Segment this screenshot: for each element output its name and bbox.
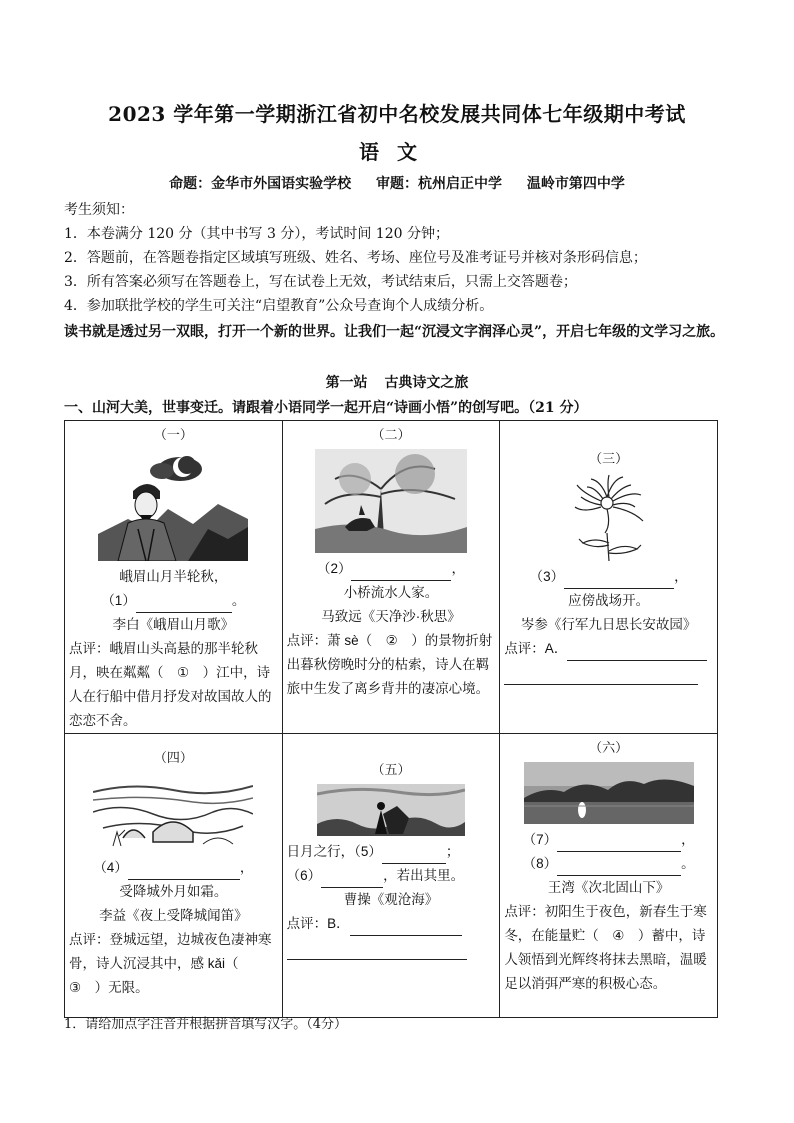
punctuation: ，	[239, 860, 254, 875]
poem-blank-line-2	[504, 852, 713, 876]
answer-blank[interactable]	[557, 859, 681, 876]
poem-cell-5	[282, 734, 500, 1018]
blank-label: 日月之行，（5）	[286, 844, 382, 859]
cell-number: （三）	[589, 451, 629, 466]
poem-source: 李白《峨眉山月歌》	[112, 617, 235, 632]
poem-comment-line-2	[287, 936, 496, 960]
station-heading	[0, 372, 794, 392]
answer-blank[interactable]	[504, 668, 698, 685]
blank-label: （1）	[101, 593, 136, 608]
poem-line: 受降城外月如霜。	[119, 884, 228, 899]
poem-blank-line	[69, 589, 278, 613]
station-name: 古典诗文之旅	[384, 375, 469, 391]
cell-number: （二）	[371, 427, 411, 442]
poem-grid	[64, 420, 718, 1018]
poem-comment: 点评：登城远望，边城夜色凄神寒骨，诗人沉浸其中，感 kǎi（ ③ ）无限。	[69, 932, 272, 995]
intro-text: 读书就是透过另一双眼，打开一个新的世界。让我们一起“沉浸文字润泽心灵”，开启七年级的文学习之旅。	[64, 324, 725, 340]
river-mountain-illustration	[524, 762, 694, 824]
blank-label: （3）	[529, 569, 565, 584]
poem-comment-line-2	[504, 661, 713, 685]
poem-line: 峨眉山月半轮秋，	[119, 569, 228, 584]
poem-blank-line	[69, 856, 278, 880]
cell-number: （一）	[153, 427, 193, 442]
author-reviewer-1: 审题：杭州启正中学	[376, 176, 502, 192]
poem-blank-line	[287, 840, 496, 864]
poem-cell-6	[500, 734, 718, 1018]
blank-label: （8）	[522, 856, 558, 871]
cell-number: （五）	[371, 762, 411, 777]
poem-comment: 点评：初阳生于夜色，新春生于寒冬，在能量贮（ ④ ）蓄中，诗人领悟到光辉终将抹去黑暗，温暖足以消弭严寒的积极心态。	[504, 904, 707, 991]
punctuation: ，	[451, 561, 465, 576]
answer-blank[interactable]	[287, 943, 467, 960]
answer-blank[interactable]	[557, 835, 681, 852]
punctuation: 。	[681, 856, 695, 871]
punctuation: ，若出其里。	[383, 868, 465, 883]
answer-blank[interactable]	[351, 564, 451, 581]
author-setter: 命题：金华市外国语实验学校	[169, 176, 352, 192]
blank-label: （6）	[286, 868, 322, 883]
sub-question-1: 1．请给加点字注音并根据拼音填写汉字。（4分）	[64, 1017, 348, 1032]
poem-source: 马致远《天净沙·秋思》	[321, 609, 461, 624]
sea-illustration	[317, 784, 465, 836]
poem-cell-3	[500, 421, 718, 734]
answer-blank[interactable]	[382, 847, 446, 864]
notice-heading: 考生须知：	[64, 202, 134, 218]
exam-title: 2023 学年第一学期浙江省初中名校发展共同体七年级期中考试	[108, 102, 686, 126]
poem-blank-line	[504, 828, 713, 852]
chrysanthemum-illustration	[561, 473, 657, 561]
poem-source: 曹操《观沧海》	[343, 892, 439, 907]
answer-blank[interactable]	[136, 596, 232, 613]
notice-item-1: 1．本卷满分 120 分（其中书写 3 分），考试时间 120 分钟；	[64, 226, 449, 242]
notice-item-3: 3．所有答案必须写在答题卷上，写在试卷上无效，考试结束后，只需上交答题卷；	[64, 274, 577, 290]
punctuation: ，	[674, 569, 688, 584]
poem-source: 岑参《行军九日思长安故园》	[520, 617, 697, 632]
blank-label: （2）	[316, 561, 352, 576]
author-reviewer-2: 温岭市第四中学	[526, 176, 625, 192]
poem-blank-line-2	[287, 864, 496, 888]
punctuation: ，	[681, 832, 695, 847]
answer-blank[interactable]	[321, 871, 383, 888]
answer-blank[interactable]	[567, 644, 707, 661]
cell-number: （四）	[153, 750, 193, 765]
blank-label: （7）	[522, 832, 558, 847]
autumn-horse-illustration	[315, 449, 467, 553]
poem-comment-line	[504, 637, 713, 661]
poem-source: 李益《夜上受降城闻笛》	[99, 908, 248, 923]
punctuation: 。	[231, 593, 246, 608]
poem-blank-line	[287, 557, 496, 581]
answer-blank[interactable]	[350, 919, 462, 936]
cell-number: （六）	[589, 740, 629, 755]
poem-blank-line	[504, 565, 713, 589]
exam-subject: 语文	[359, 140, 435, 164]
poem-line: 应傍战场开。	[568, 593, 650, 608]
comment-label: 点评：A．	[504, 641, 568, 656]
poem-cell-2	[282, 421, 500, 734]
notice-item-4: 4．参加联批学校的学生可关注“启望教育”公众号查询个人成绩分析。	[64, 298, 494, 314]
frontier-city-illustration	[93, 772, 253, 852]
punctuation: ；	[445, 844, 460, 859]
poem-source: 王湾《次北固山下》	[547, 880, 670, 895]
question-1-heading: 一、山河大美，世事变迁。请跟着小语同学一起开启“诗画小悟”的创写吧。（21 分）	[64, 400, 588, 416]
poem-cell-4	[65, 734, 283, 1018]
station-number: 第一站	[325, 375, 368, 391]
comment-label: 点评：B．	[286, 916, 350, 931]
notice-item-2: 2．答题前，在答题卷指定区域填写班级、姓名、考场、座位号及准考证号并核对条形码信息；	[64, 250, 647, 266]
answer-blank[interactable]	[128, 863, 240, 880]
poem-line: 小桥流水人家。	[343, 585, 439, 600]
exam-authors	[0, 173, 794, 193]
poem-cell-1	[65, 421, 283, 734]
poet-moon-illustration	[98, 449, 248, 561]
poem-comment: 点评：峨眉山头高悬的那半轮秋月，映在粼粼（ ① ）江中，诗人在行船中借月抒发对故国故人的恋恋不舍。	[69, 641, 272, 728]
poem-comment: 点评：萧 sè（ ② ）的景物折射出暮秋傍晚时分的枯索，诗人在羁旅中生发了离乡背井的凄凉心境。	[286, 633, 493, 696]
answer-blank[interactable]	[564, 572, 674, 589]
blank-label: （4）	[93, 860, 128, 875]
poem-comment-line	[287, 912, 496, 936]
